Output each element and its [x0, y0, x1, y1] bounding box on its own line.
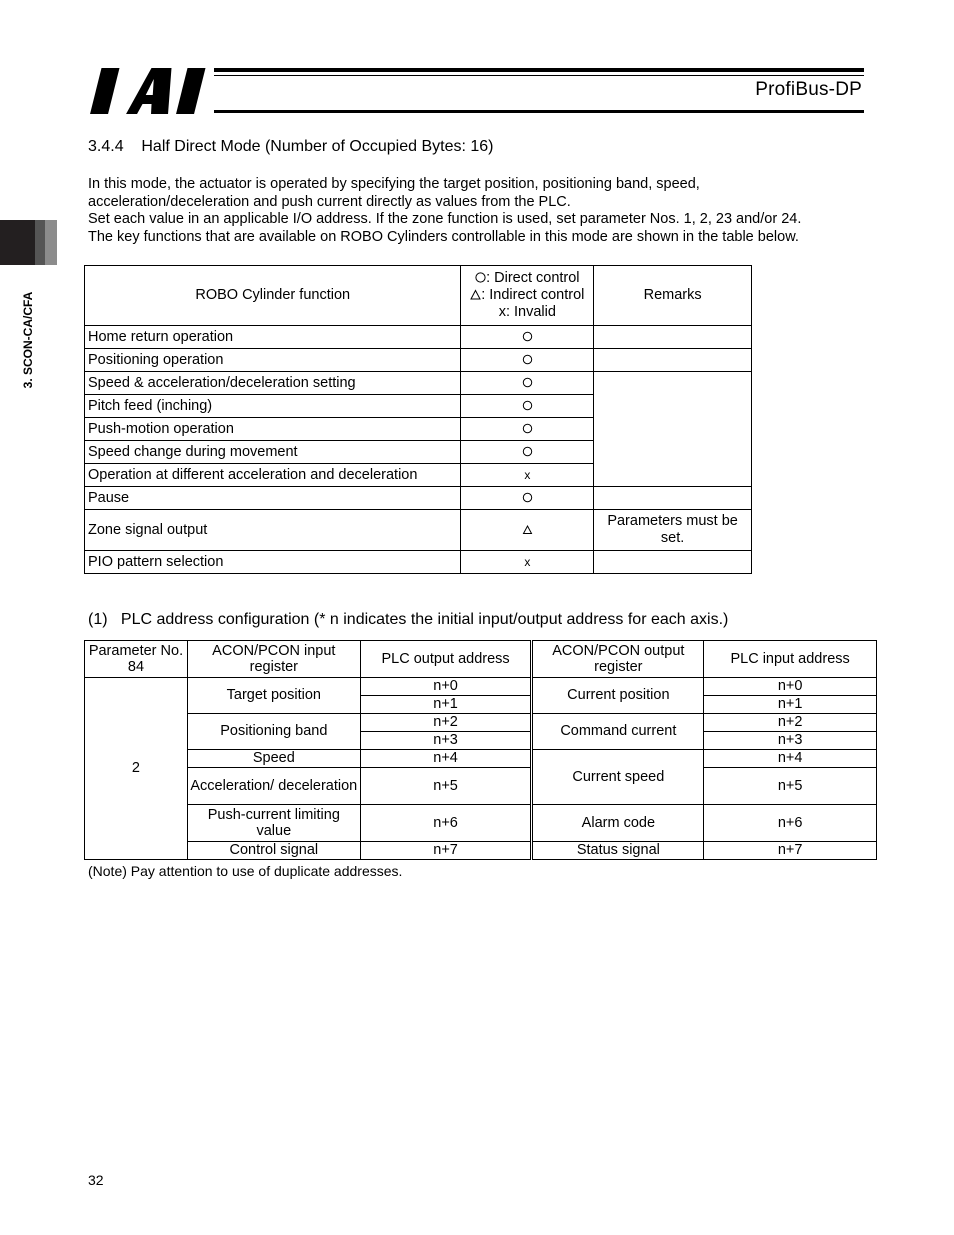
intro-line: acceleration/deceleration and push current directly as values from the PLC. — [88, 193, 571, 210]
function-cell: Zone signal output — [85, 510, 461, 551]
parameter-value: 2 — [85, 678, 188, 860]
header-legend: : Direct control : Indirect control x: Invalid — [461, 266, 594, 326]
circle-icon — [522, 423, 533, 434]
circle-icon — [522, 331, 533, 342]
function-cell: Pitch feed (inching) — [85, 395, 461, 418]
input-address: n+7 — [704, 842, 877, 860]
plc-address-table — [84, 640, 877, 860]
side-tab-dark — [0, 220, 35, 265]
output-address: n+4 — [360, 750, 532, 768]
triangle-icon — [470, 289, 481, 300]
intro-line: Set each value in an applicable I/O address. If the zone function is used, set parameter Nos. 1, 2, 23 and/or 24. — [88, 211, 802, 227]
note-text: (Note) Pay attention to use of duplicate addresses. — [88, 863, 403, 879]
header-output-register: ACON/PCON output register — [532, 641, 704, 678]
side-tab-label: 3. SCON-CA/CFA — [21, 291, 35, 389]
output-address: n+6 — [360, 805, 532, 842]
remarks-cell — [594, 487, 752, 510]
output-address: n+2 — [360, 714, 532, 732]
circle-icon — [522, 492, 533, 503]
circle-icon — [522, 377, 533, 388]
input-address: n+0 — [704, 678, 877, 696]
intro-line: In this mode, the actuator is operated by specifying the target position, positioning band, speed, — [88, 176, 700, 192]
input-address: n+3 — [704, 732, 877, 750]
output-address: n+3 — [360, 732, 532, 750]
intro-line: The key functions that are available on ROBO Cylinders controllable in this mode are shown in the table below. — [88, 228, 799, 245]
input-register: Target position — [187, 678, 360, 714]
section-intro — [88, 176, 878, 246]
function-cell: Speed & acceleration/deceleration setting — [85, 372, 461, 395]
output-register: Status signal — [532, 842, 704, 860]
side-tab-light — [45, 220, 57, 265]
input-address: n+5 — [704, 768, 877, 805]
output-address: n+7 — [360, 842, 532, 860]
input-address: n+6 — [704, 805, 877, 842]
function-cell: Speed change during movement — [85, 441, 461, 464]
output-register: Command current — [532, 714, 704, 750]
product-name: ProfiBus-DP — [755, 79, 862, 100]
header-input-register: ACON/PCON input register — [187, 641, 360, 678]
x-mark: x — [461, 551, 594, 574]
header-function: ROBO Cylinder function — [85, 266, 461, 326]
circle-icon — [522, 446, 533, 457]
function-table — [84, 265, 752, 574]
remarks-cell-merged — [594, 372, 752, 487]
header-plc-output: PLC output address — [360, 641, 532, 678]
circle-icon — [522, 400, 533, 411]
output-address: n+0 — [360, 678, 532, 696]
function-cell: Operation at different acceleration and deceleration — [85, 464, 461, 487]
input-register: Control signal — [187, 842, 360, 860]
input-address: n+2 — [704, 714, 877, 732]
header-rule-thin — [214, 75, 864, 76]
remarks-cell — [594, 326, 752, 349]
output-register: Current speed — [532, 750, 704, 805]
section-title: 3.4.4 Half Direct Mode (Number of Occupied Bytes: 16) — [88, 138, 494, 155]
input-register: Push-current limiting value — [187, 805, 360, 842]
output-register: Current position — [532, 678, 704, 714]
header-parameter: Parameter No. 84 — [85, 641, 188, 678]
input-address: n+4 — [704, 750, 877, 768]
header-rule-top — [214, 68, 864, 72]
input-register: Speed — [187, 750, 360, 768]
circle-icon — [475, 272, 486, 283]
output-register: Alarm code — [532, 805, 704, 842]
function-cell: Push-motion operation — [85, 418, 461, 441]
circle-icon — [522, 354, 533, 365]
remarks-cell — [594, 551, 752, 574]
function-cell: Home return operation — [85, 326, 461, 349]
iai-logo — [86, 66, 206, 116]
side-tab-mid — [35, 220, 45, 265]
header-rule-bottom — [214, 110, 864, 113]
triangle-icon — [522, 524, 533, 535]
input-register: Acceleration/ deceleration — [187, 768, 360, 805]
page-number: 32 — [88, 1172, 104, 1188]
function-cell: Pause — [85, 487, 461, 510]
plc-section-title: (1) PLC address configuration (* n indicates the initial input/output address for each axis.) — [88, 611, 729, 628]
input-address: n+1 — [704, 696, 877, 714]
input-register: Positioning band — [187, 714, 360, 750]
output-address: n+1 — [360, 696, 532, 714]
x-mark: x — [461, 464, 594, 487]
remarks-cell — [594, 349, 752, 372]
output-address: n+5 — [360, 768, 532, 805]
function-cell: PIO pattern selection — [85, 551, 461, 574]
header-plc-input: PLC input address — [704, 641, 877, 678]
function-cell: Positioning operation — [85, 349, 461, 372]
remarks-cell: Parameters must be set. — [594, 510, 752, 551]
header-remarks: Remarks — [594, 266, 752, 326]
